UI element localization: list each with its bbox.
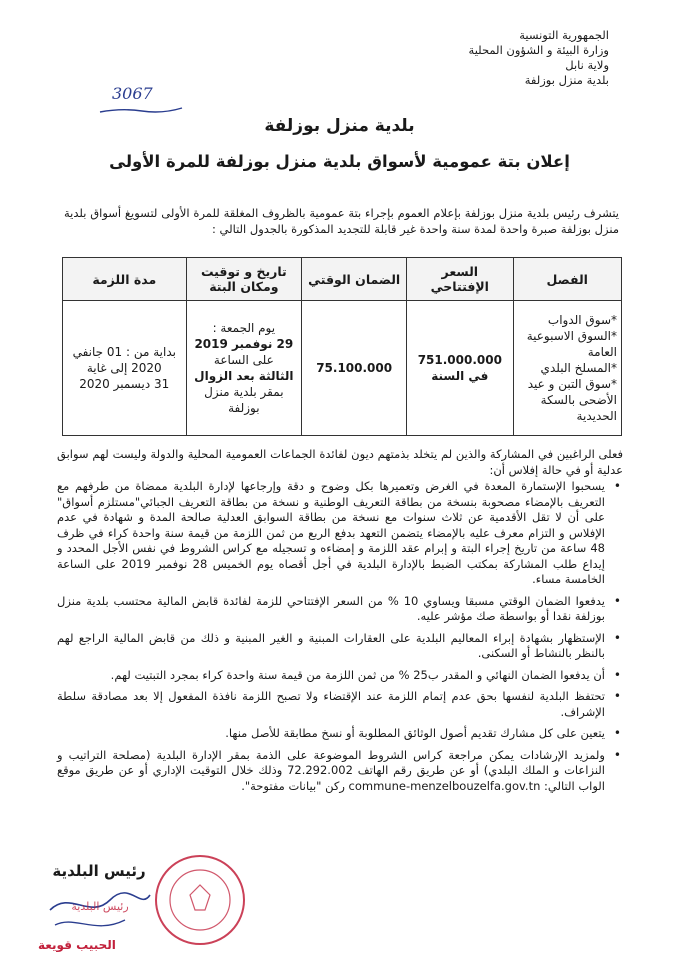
date-time-value: الثالثة بعد الزوال — [194, 369, 294, 383]
document-subtitle: إعلان بتة عمومية لأسواق بلدية منزل بوزلفة للمرة الأولى — [109, 152, 570, 171]
letterhead-republic: الجمهورية التونسية — [519, 28, 609, 42]
col-duration: مدة اللزمة — [63, 258, 187, 301]
letterhead-municipality: بلدية منزل بوزلفة — [524, 73, 609, 87]
list-item: • يسحبوا الإستمارة المعدة في الغرض وتعميرها بكل وضوح و دقة وإرجاعها لإدارة البلدية ممضاة من طرفهم مع التعريف بالإمضاء مصحوبة بنسخة من بطاقة التعريف الوطنية و نسخة من بطاقة التعريف الجبائي"مستلزم أسواق" على أن لا تقل الأقدمية عن ثلاث سنوات مع نسخة من بطاقة السوابق العدلية صالحة المدة و شهادة في عدم الإفلاس و التزام معرف عليه بالإمضاء يتضمن التعهد بدفع الربع من ثمن اللزمة من قيمة سنة واحدة كراء في ظرف 48 ساعة من تاريخ إجراء البتة و إبرام عقد اللزمة و إمضاءه و تسجيله مع كراس الشروط في نفس الأجل المحدد و إيداع طلب المشاركة بمكتب الضبط بالإدارة البلدية في أجل أقصاه يوم الخميس 28 نوفمبر 2019 على الساعة الخامسة مساء. — [57, 479, 605, 588]
table-row — [63, 301, 622, 436]
info-tail: ركن "بيانات مفتوحة". — [241, 778, 345, 793]
signatory-name-stamp: الحبيب قويعة — [38, 938, 116, 952]
list-item: • يتعين على كل مشارك تقديم أصول الوثائق المطلوبة أو نسخ مطابقة للأصل منها. — [57, 726, 605, 742]
duration-start: بداية من : 01 جانفي — [72, 345, 176, 359]
official-seal-icon — [150, 850, 250, 950]
bid-table-header-row — [63, 258, 622, 301]
conditions-list — [57, 479, 623, 794]
letterhead-governorate: ولاية نابل — [565, 58, 609, 72]
handwritten-reference — [92, 86, 187, 116]
date-day: يوم الجمعة : — [212, 321, 276, 335]
reference-number: 3067 — [112, 84, 153, 103]
signature-title: رئيس البلدية — [52, 862, 146, 880]
intro-paragraph: يتشرف رئيس بلدية منزل بوزلفة بإعلام العموم بإجراء بتة عمومية بالظروف المغلقة للمرة الأولى لتسويغ أسواق بلدية منزل بوزلفة صبرة واحدة لمدة سنة واحدة غير قابلة للتجديد المذكورة بالجدول التالي : — [64, 206, 619, 236]
website-link[interactable]: commune-menzelbouzelfa.gov.tn — [348, 778, 541, 793]
duration-mid: 2020 إلى غاية — [86, 361, 162, 375]
cell-opening-price — [407, 301, 513, 436]
opening-price-value: 751.000.000 — [417, 353, 502, 367]
list-item: • أن يدفعوا الضمان النهائي و المقدر ب25 % من ثمن اللزمة من قيمة سنة واحدة كراء بمجرد التبتيت لهم. — [57, 668, 605, 684]
date-time-label: على الساعة — [213, 353, 274, 367]
cell-duration — [63, 301, 187, 436]
stamp-overlay-text: رئيس البلدية — [71, 900, 129, 913]
conditions-intro: فعلى الراغبين في المشاركة والذين لم يتخلد بذمتهم ديون لفائدة الجماعات العمومية المحلية والدولة وليست لهم سوابق عدلية أو في حالة إفلاس أن: — [57, 447, 623, 477]
info-text: ولمزيد الإرشادات يمكن مراجعة كراس الشروط الموضوعة على الذمة بمقر الإدارة البلدية (مصلحة التراتيب و النزاعات و الملك البلدي) أو عن طريق رقم الهاتف 72.292.002 وذلك خلال التوقيت الإداري أو عن طريق موقع الواب التالي: — [57, 747, 605, 793]
list-item: • يدفعوا الضمان الوقتي مسبقا ويساوي 10 % من السعر الإفتتاحي للزمة لفائدة قابض المالية محتسب بلدية منزل بوزلفة نقدا أو بواسطة صك مؤشر عليه. — [57, 594, 605, 625]
letterhead — [369, 28, 609, 88]
conditions-body — [57, 447, 623, 800]
cell-date-place — [186, 301, 302, 436]
section-item: *المسلخ البلدي — [540, 361, 617, 375]
col-date-place: تاريخ و توقيت ومكان البتة — [186, 258, 302, 301]
date-value: 29 نوفمبر 2019 — [194, 337, 294, 351]
date-place: بمقر بلدية منزل بوزلفة — [204, 385, 284, 415]
section-item: *السوق الاسبوعية العامة — [526, 329, 617, 359]
col-guarantee: الضمان الوقتي — [302, 258, 407, 301]
col-section: الفصل — [513, 258, 622, 301]
bid-table — [62, 257, 622, 436]
document-title: بلدية منزل بوزلفة — [264, 116, 415, 136]
list-item: • تحتفظ البلدية لنفسها بحق عدم إتمام اللزمة عند الإقتضاء ولا تصبح اللزمة نافذة المفعول إلا بعد مصادقة سلطة الإشراف. — [57, 689, 605, 720]
duration-end: 31 ديسمبر 2020 — [79, 377, 170, 391]
opening-price-unit: في السنة — [431, 369, 489, 383]
letterhead-ministry: وزارة البيئة و الشؤون المحلية — [468, 43, 609, 57]
cell-sections — [513, 301, 622, 436]
section-item: *سوق التبن و عيد الأضحى بالسكة الحديدية — [527, 377, 617, 423]
cell-guarantee: 75.100.000 — [302, 301, 407, 436]
col-opening-price: السعر الإفتتاحي — [407, 258, 513, 301]
list-item: • الإستظهار بشهادة إبراء المعاليم البلدية على العقارات المبنية و الغير المبنية و ذلك من قابض المالية الراجع لهم بالنظر بالنشاط أو السكنى. — [57, 631, 605, 662]
section-item: *سوق الدواب — [547, 313, 617, 327]
list-item — [57, 748, 605, 795]
